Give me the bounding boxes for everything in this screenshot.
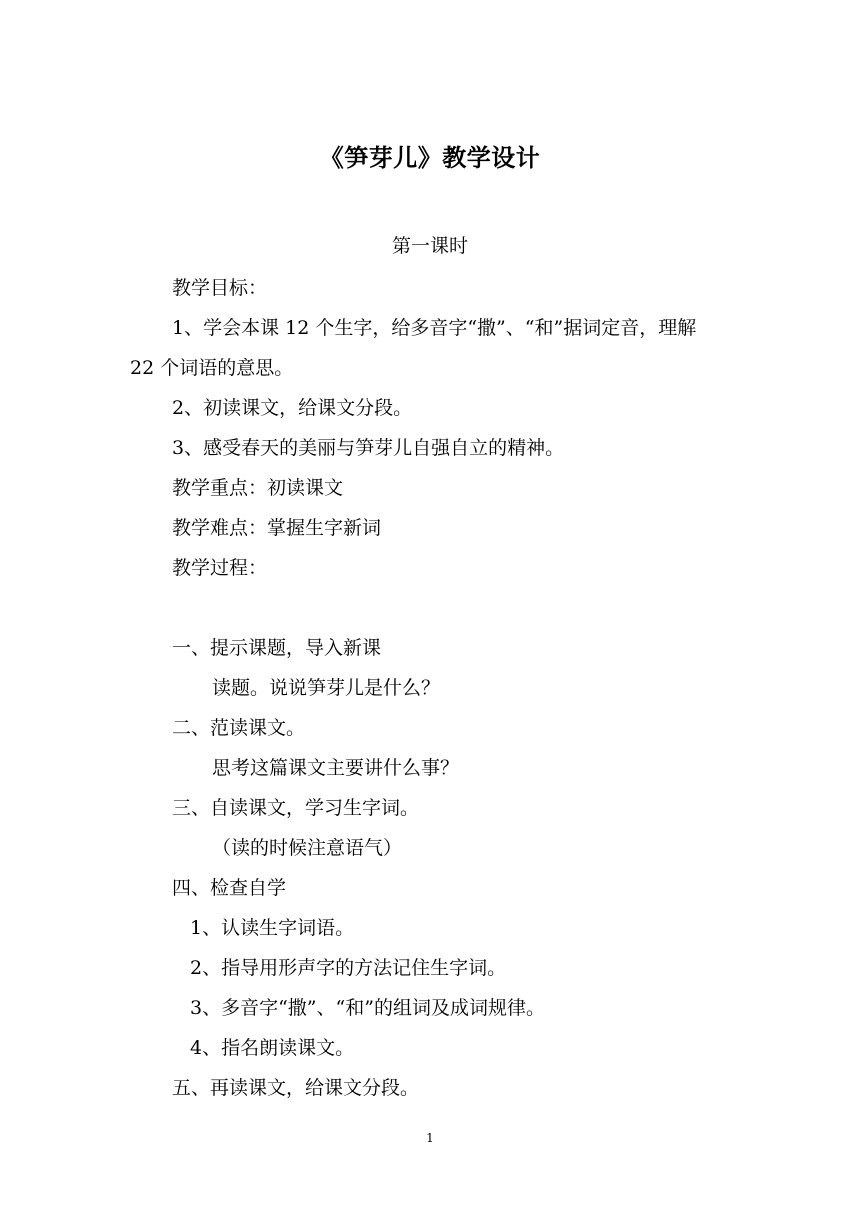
- step-4-item-2: 2、指导用形声字的方法记住生字词。: [190, 957, 507, 979]
- objectives-heading: 教学目标：: [172, 277, 268, 299]
- step-4-item-3: 3、多音字“撒”、“和”的组词及成词规律。: [190, 997, 545, 1019]
- step-4: 四、检查自学: [172, 877, 287, 899]
- key-point: 教学重点：初读课文: [172, 477, 344, 499]
- document-title: 《笋芽儿》教学设计: [319, 144, 541, 172]
- lesson-heading: 第一课时: [391, 235, 468, 257]
- objective-3: 3、感受春天的美丽与笋芽儿自强自立的精神。: [172, 437, 565, 459]
- step-5: 五、再读课文，给课文分段。: [172, 1077, 420, 1099]
- page-number: 1: [426, 1131, 434, 1145]
- step-1: 一、提示课题，导入新课: [172, 637, 382, 659]
- step-4-item-1: 1、认读生字词语。: [190, 917, 355, 939]
- step-3: 三、自读课文，学习生字词。: [172, 797, 420, 819]
- step-2-detail: 思考这篇课文主要讲什么事？: [212, 757, 460, 779]
- step-3-detail: （读的时候注意语气）: [212, 837, 403, 859]
- step-1-detail: 读题。说说笋芽儿是什么？: [212, 677, 441, 699]
- step-4-item-4: 4、指名朗读课文。: [190, 1037, 355, 1059]
- step-2: 二、范读课文。: [172, 717, 306, 739]
- difficulty: 教学难点：掌握生字新词: [172, 517, 382, 539]
- process-heading: 教学过程：: [172, 557, 268, 579]
- objective-1-line-2: 22 个词语的意思。: [130, 357, 294, 379]
- objective-1-line-1: 1、学会本课 12 个生字，给多音字“撒”、“和”据词定音，理解: [172, 317, 697, 339]
- objective-2: 2、初读课文，给课文分段。: [172, 397, 413, 419]
